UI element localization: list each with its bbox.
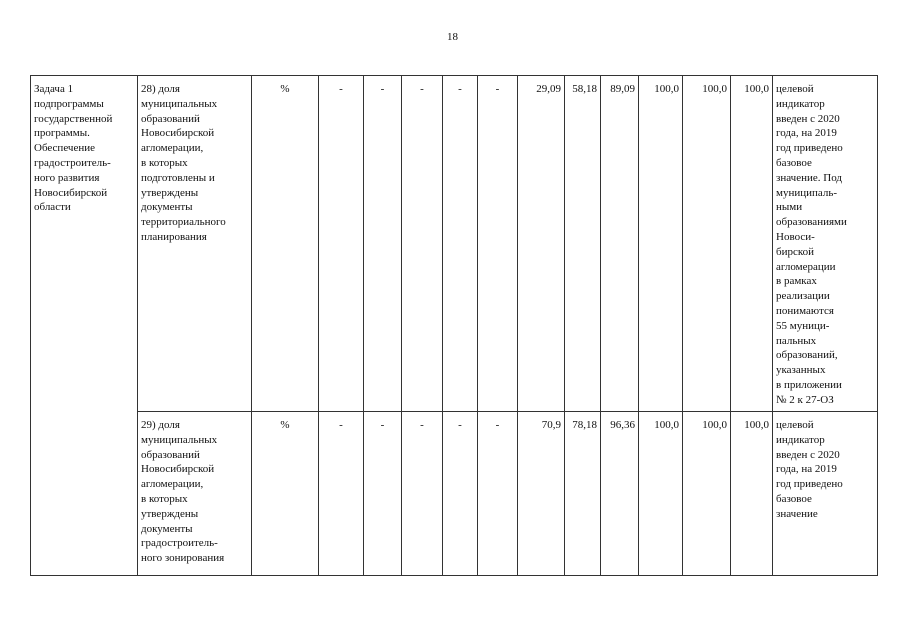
value-cell: 58,18 (565, 76, 601, 412)
unit-cell: % (252, 76, 319, 412)
value-cell: 100,0 (683, 412, 731, 576)
value-cell: - (364, 412, 402, 576)
unit-cell: % (252, 412, 319, 576)
value-cell: 89,09 (601, 76, 639, 412)
indicator-cell: 29) доля муниципальных образований Новосибирской агломерации, в которых утверждены документы градостроитель- ного зонирования (138, 412, 252, 576)
page-number: 18 (447, 31, 458, 43)
value-cell: - (319, 76, 364, 412)
value-cell: - (402, 76, 443, 412)
value-cell: 78,18 (565, 412, 601, 576)
value-cell: 100,0 (683, 76, 731, 412)
note-cell: целевой индикатор введен с 2020 года, на 2019 год приведено базовое значение. Под муниципаль- ными образованиями Новоси- бирской агломерации в рамках реализации понимаются 55 муници- пальных образований, указанных в приложении № 2 к 27-ОЗ (773, 76, 878, 412)
value-cell: - (478, 412, 518, 576)
indicators-table (30, 75, 878, 576)
value-cell: - (443, 76, 478, 412)
value-cell: 29,09 (518, 76, 565, 412)
table-row (31, 412, 878, 576)
note-cell: целевой индикатор введен с 2020 года, на 2019 год приведено базовое значение (773, 412, 878, 576)
value-cell: - (443, 412, 478, 576)
value-cell: - (402, 412, 443, 576)
value-cell: 70,9 (518, 412, 565, 576)
indicator-cell: 28) доля муниципальных образований Новосибирской агломерации, в которых подготовлены и утверждены документы территориального планирования (138, 76, 252, 412)
value-cell: 100,0 (731, 412, 773, 576)
value-cell: - (364, 76, 402, 412)
value-cell: 96,36 (601, 412, 639, 576)
task-cell: Задача 1 подпрограммы государственной программы. Обеспечение градостроитель- ного развития Новосибирской области (31, 76, 138, 576)
value-cell: 100,0 (639, 412, 683, 576)
table-row (31, 76, 878, 412)
value-cell: - (478, 76, 518, 412)
value-cell: 100,0 (731, 76, 773, 412)
value-cell: - (319, 412, 364, 576)
value-cell: 100,0 (639, 76, 683, 412)
